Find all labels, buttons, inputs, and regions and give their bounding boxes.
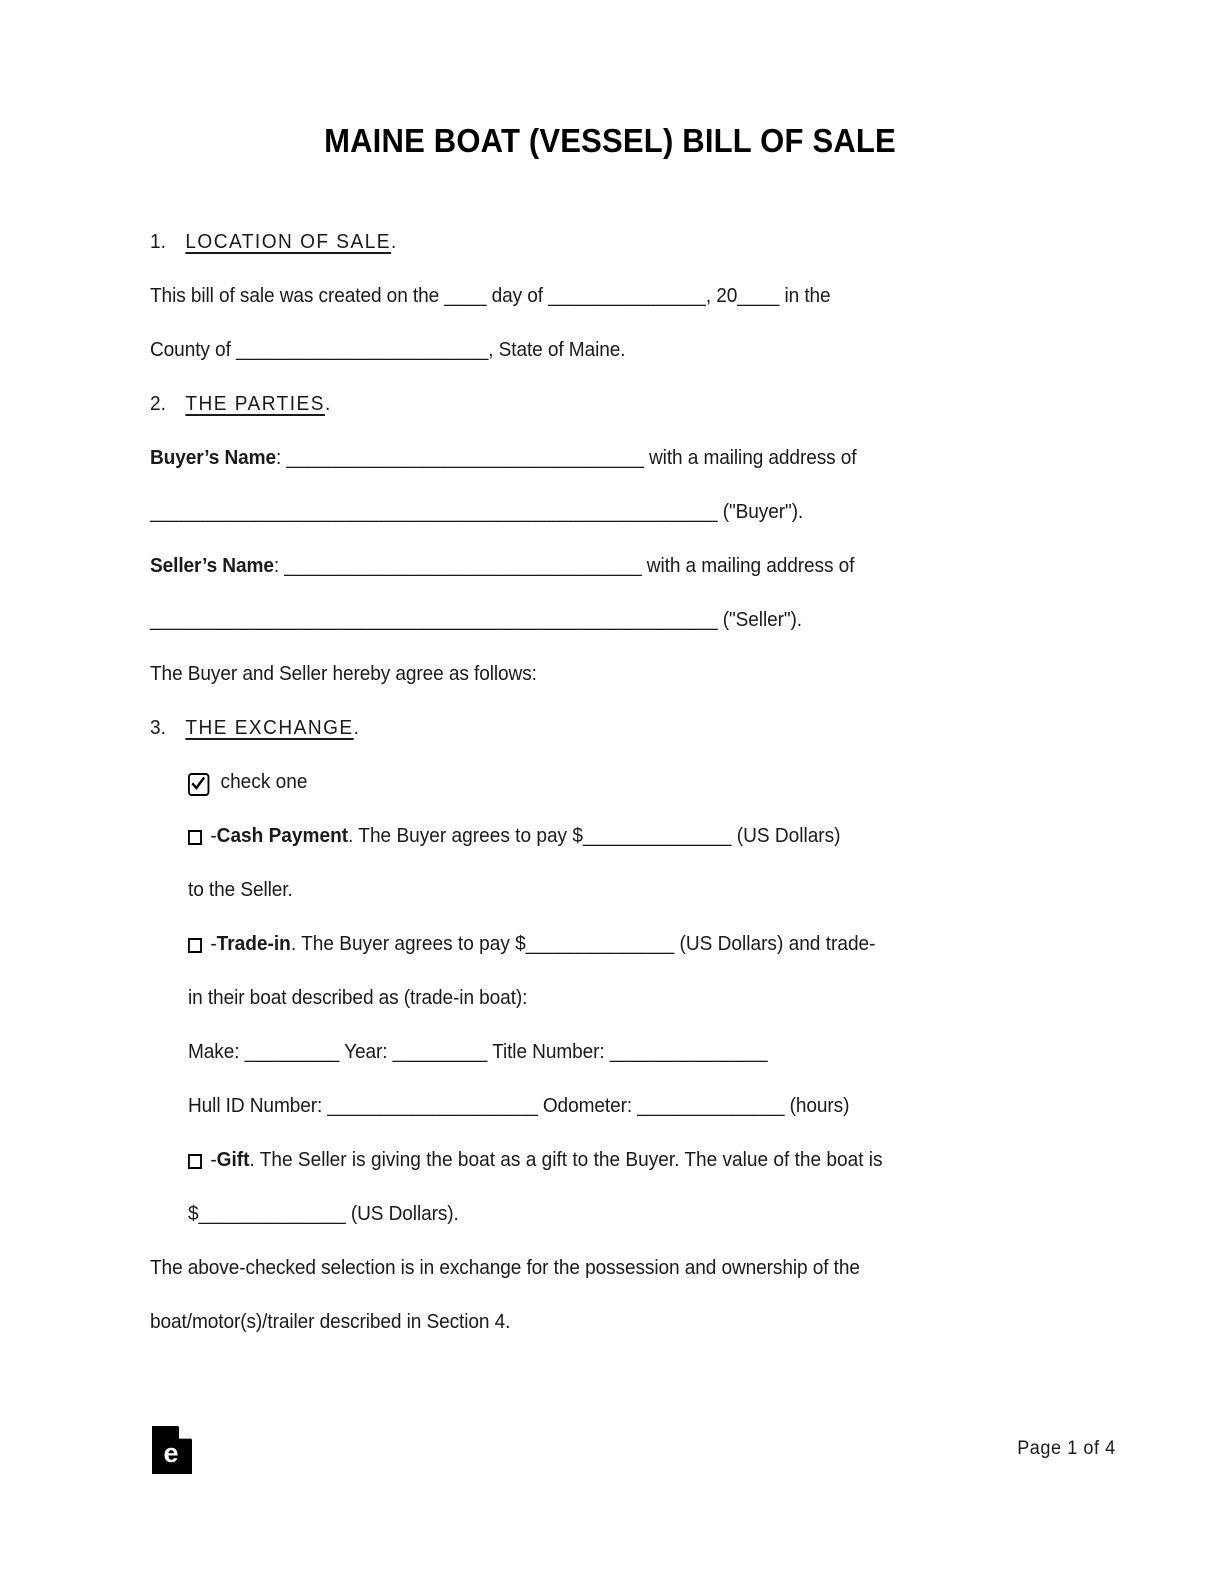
section-1-number: 1. xyxy=(150,230,166,253)
document-body xyxy=(150,215,1065,1349)
eforms-logo-icon[interactable] xyxy=(152,1426,192,1474)
trade-in-checkbox-icon[interactable] xyxy=(188,938,202,953)
gift-continuation: $______________ (US Dollars). xyxy=(188,1202,459,1225)
svg-text:e: e xyxy=(163,1438,179,1468)
trade-in-detail-make-year-title: Make: _________ Year: _________ Title Number: _______________ xyxy=(188,1040,768,1063)
closing-line-1: The above-checked selection is in exchange for the possession and ownership of the xyxy=(150,1256,860,1279)
trade-in-continuation: in their boat described as (trade-in boat): xyxy=(188,986,528,1009)
agreement-intro-line: The Buyer and Seller hereby agree as follows: xyxy=(150,662,537,685)
closing-line-2: boat/motor(s)/trailer described in Section 4. xyxy=(150,1310,511,1333)
check-one-row xyxy=(188,755,1004,809)
location-line-1: This bill of sale was created on the ____ day of _______________, 20____ in the xyxy=(150,284,831,307)
cash-payment-continuation: to the Seller. xyxy=(188,878,293,901)
section-3-the-exchange xyxy=(150,701,1001,755)
section-3-number: 3. xyxy=(150,716,166,739)
section-1-heading: LOCATION OF SALE xyxy=(185,230,392,253)
trade-in-text: . The Buyer agrees to pay $______________ (US Dollars) and trade- xyxy=(290,932,876,955)
trade-in-detail-hull-odometer: Hull ID Number: ____________________ Odometer: ______________ (hours) xyxy=(188,1094,850,1117)
cash-payment-dash: - xyxy=(210,824,217,847)
option-trade-in[interactable] xyxy=(188,917,1004,971)
page-title: MAINE BOAT (VESSEL) BILL OF SALE xyxy=(324,122,896,159)
section-3-period: . xyxy=(353,716,359,739)
cash-payment-label: Cash Payment xyxy=(216,824,349,847)
location-line-2: County of ________________________, State of Maine. xyxy=(150,338,626,361)
exchange-options xyxy=(150,755,1065,1241)
seller-name-blank: : __________________________________ with a mailing address of xyxy=(273,554,855,577)
option-cash-payment[interactable] xyxy=(188,809,1004,863)
seller-name-line xyxy=(150,539,1001,593)
gift-checkbox-icon[interactable] xyxy=(188,1154,202,1169)
buyer-name-blank: : __________________________________ with a mailing address of xyxy=(276,446,857,469)
option-gift[interactable] xyxy=(188,1133,1004,1187)
seller-name-label: Seller’s Name xyxy=(150,554,274,577)
section-1-period: . xyxy=(391,230,397,253)
buyer-address-line: ______________________________________________________ ("Buyer"). xyxy=(150,500,804,523)
cash-payment-text: . The Buyer agrees to pay $______________ (US Dollars) xyxy=(348,824,841,847)
gift-dash: - xyxy=(210,1148,217,1171)
gift-text: . The Seller is giving the boat as a gift to the Buyer. The value of the boat is xyxy=(249,1148,883,1171)
page-number: Page 1 of 4 xyxy=(1017,1438,1116,1459)
check-one-label: check one xyxy=(220,770,308,793)
buyer-name-line xyxy=(150,431,1001,485)
buyer-name-label: Buyer’s Name xyxy=(150,446,277,469)
section-2-period: . xyxy=(324,392,331,415)
section-3-heading: THE EXCHANGE xyxy=(185,716,354,739)
checked-checkbox-icon xyxy=(188,773,209,796)
section-2-number: 2. xyxy=(150,392,166,415)
cash-payment-checkbox-icon[interactable] xyxy=(188,830,202,845)
section-2-the-parties xyxy=(150,377,1001,431)
gift-label: Gift xyxy=(216,1148,250,1171)
section-1-location-of-sale xyxy=(150,215,1001,269)
trade-in-dash: - xyxy=(210,932,217,955)
section-2-heading: THE PARTIES xyxy=(185,392,325,415)
trade-in-label: Trade-in xyxy=(216,932,291,955)
seller-address-line: ______________________________________________________ ("Seller"). xyxy=(150,608,803,631)
